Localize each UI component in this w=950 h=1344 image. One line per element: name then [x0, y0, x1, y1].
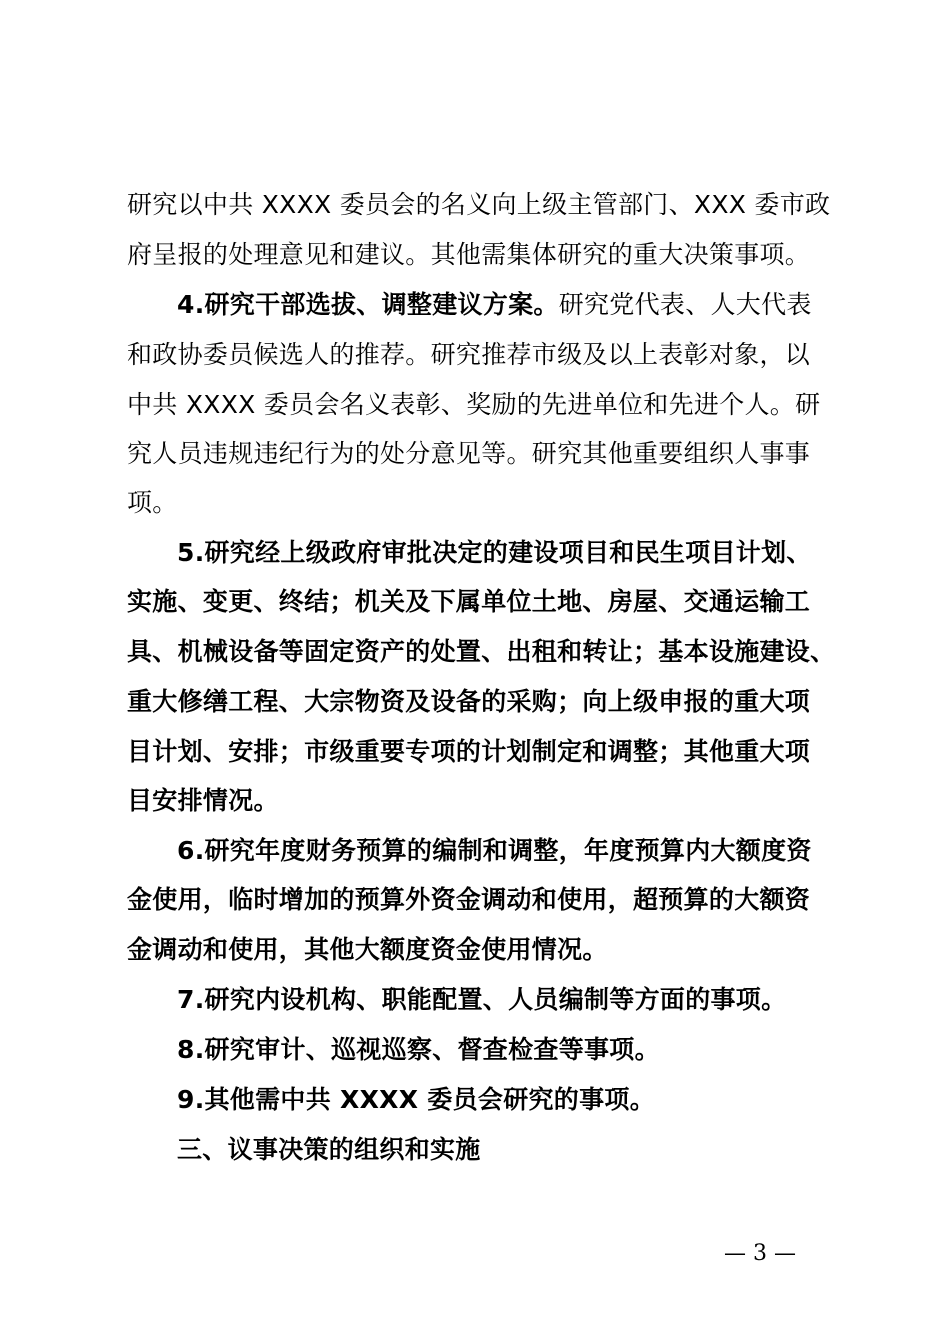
item-9-line: 9.其他需中共 XXXX 委员会研究的事项。 — [177, 1085, 655, 1114]
paragraph-line: 中共 XXXX 委员会名义表彰、奖励的先进单位和先进个人。研 — [127, 390, 821, 419]
item-6-line: 金使用，临时增加的预算外资金调动和使用，超预算的大额资 — [127, 885, 811, 914]
item-4-heading: 4.研究干部选拔、调整建议方案。 — [177, 290, 559, 319]
item-5-line: 5.研究经上级政府审批决定的建设项目和民生项目计划、 — [177, 538, 812, 567]
item-6-line: 金调动和使用，其他大额度资金使用情况。 — [127, 935, 608, 964]
section-heading: 三、议事决策的组织和实施 — [177, 1135, 481, 1164]
paragraph-line: 和政协委员候选人的推荐。研究推荐市级及以上表彰对象，以 — [127, 340, 811, 369]
paragraph-line: 研究以中共 XXXX 委员会的名义向上级主管部门、XXX 委市政 — [127, 190, 831, 219]
paragraph-line: 项。 — [127, 488, 178, 517]
item-8-line: 8.研究审计、巡视巡察、督查检查等事项。 — [177, 1035, 660, 1064]
item-4-text: 研究党代表、人大代表 — [558, 290, 812, 319]
item-5-line: 目安排情况。 — [127, 786, 279, 815]
page-number: — 3 — — [724, 1241, 796, 1266]
item-4-line — [177, 290, 812, 320]
paragraph-line: 究人员违规违纪行为的处分意见等。研究其他重要组织人事事 — [127, 439, 811, 468]
item-7-line: 7.研究内设机构、职能配置、人员编制等方面的事项。 — [177, 985, 787, 1014]
item-5-line: 具、机械设备等固定资产的处置、出租和转让；基本设施建设、 — [127, 637, 836, 666]
item-5-line: 目计划、安排；市级重要专项的计划制定和调整；其他重大项 — [127, 737, 811, 766]
item-6-line: 6.研究年度财务预算的编制和调整，年度预算内大额度资 — [177, 836, 812, 865]
item-5-line: 实施、变更、终结；机关及下属单位土地、房屋、交通运输工 — [127, 587, 811, 616]
paragraph-line: 府呈报的处理意见和建议。其他需集体研究的重大决策事项。 — [127, 240, 811, 269]
item-5-line: 重大修缮工程、大宗物资及设备的采购；向上级申报的重大项 — [127, 687, 811, 716]
